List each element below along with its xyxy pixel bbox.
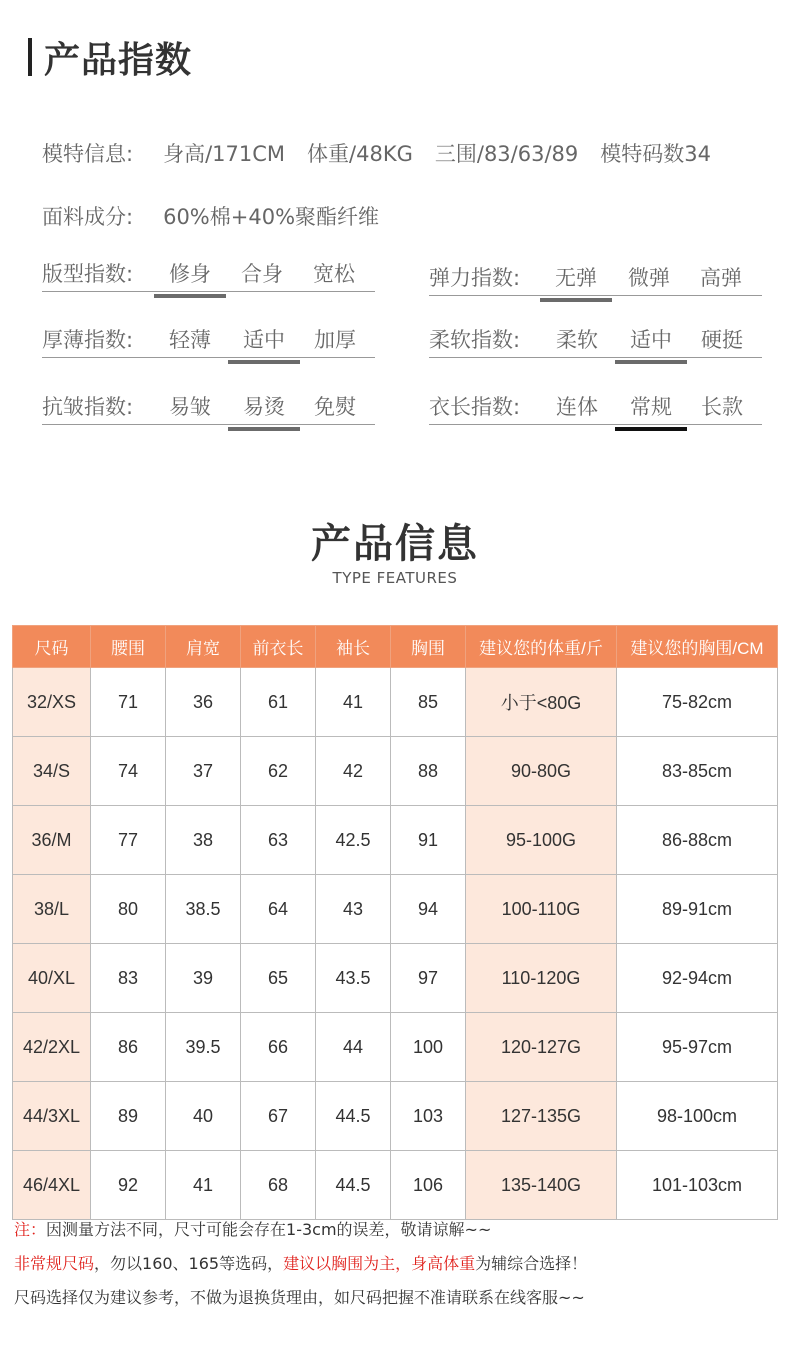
- table-cell: 39: [166, 944, 241, 1013]
- table-cell: 小于<80G: [466, 668, 617, 737]
- table-cell: 44.5: [316, 1082, 391, 1151]
- table-cell: 98-100cm: [617, 1082, 778, 1151]
- fabric-line: [42, 201, 401, 231]
- table-cell: 101-103cm: [617, 1151, 778, 1220]
- index-option-selected: 易烫: [228, 391, 300, 421]
- index-label: 衣长指数:: [429, 395, 521, 419]
- table-cell: 67: [241, 1082, 316, 1151]
- table-cell: 40/XL: [13, 944, 91, 1013]
- index-underline: [42, 357, 375, 358]
- table-cell: 61: [241, 668, 316, 737]
- index-option: 宽松: [313, 262, 355, 286]
- table-cell: 38/L: [13, 875, 91, 944]
- model-height: 身高/171CM: [163, 142, 286, 166]
- table-cell: 94: [391, 875, 466, 944]
- table-cell: 68: [241, 1151, 316, 1220]
- table-cell: 127-135G: [466, 1082, 617, 1151]
- index-option: 长款: [701, 395, 743, 419]
- col-header-size: 尺码: [13, 626, 91, 668]
- index-elastic: [429, 262, 762, 296]
- table-cell: 42: [316, 737, 391, 806]
- table-cell: 43: [316, 875, 391, 944]
- section-subtitle: TYPE FEATURES: [332, 569, 458, 587]
- table-cell: 85: [391, 668, 466, 737]
- table-cell: 39.5: [166, 1013, 241, 1082]
- index-option: 硬挺: [701, 328, 743, 352]
- note-text: 为辅综合选择！: [475, 1254, 588, 1273]
- table-cell: 34/S: [13, 737, 91, 806]
- table-cell: 120-127G: [466, 1013, 617, 1082]
- table-cell: 83: [91, 944, 166, 1013]
- table-cell: 42/2XL: [13, 1013, 91, 1082]
- size-table: [12, 625, 778, 1220]
- table-cell: 103: [391, 1082, 466, 1151]
- col-header-suggested-bust: 建议您的胸围/CM: [617, 626, 778, 668]
- table-cell: 43.5: [316, 944, 391, 1013]
- table-cell: 44.5: [316, 1151, 391, 1220]
- index-underline: [429, 295, 762, 296]
- index-underline: [429, 357, 762, 358]
- index-label: 版型指数:: [42, 262, 134, 286]
- table-cell: 100: [391, 1013, 466, 1082]
- index-option-selected: 常规: [615, 391, 687, 421]
- table-cell: 106: [391, 1151, 466, 1220]
- table-cell: 44: [316, 1013, 391, 1082]
- note-highlight: 建议以胸围为主，身高体重: [283, 1254, 476, 1273]
- table-cell: 86: [91, 1013, 166, 1082]
- index-option-selected: 修身: [154, 258, 226, 288]
- table-cell: 63: [241, 806, 316, 875]
- table-cell: 89-91cm: [617, 875, 778, 944]
- index-label: 弹力指数:: [429, 266, 521, 290]
- table-row: [13, 875, 778, 944]
- fabric-value: 60%棉+40%聚酯纤维: [163, 205, 380, 229]
- index-softness: [429, 324, 762, 358]
- table-cell: 71: [91, 668, 166, 737]
- col-header-waist: 腰围: [91, 626, 166, 668]
- table-cell: 66: [241, 1013, 316, 1082]
- index-length: [429, 391, 762, 425]
- table-cell: 89: [91, 1082, 166, 1151]
- table-cell: 64: [241, 875, 316, 944]
- fabric-label: 面料成分:: [42, 205, 134, 229]
- table-cell: 42.5: [316, 806, 391, 875]
- table-cell: 36: [166, 668, 241, 737]
- index-option-selected: 适中: [228, 324, 300, 354]
- table-row: [13, 668, 778, 737]
- table-cell: 32/XS: [13, 668, 91, 737]
- index-option: 免熨: [314, 395, 356, 419]
- header-accent-bar: [28, 38, 32, 76]
- table-cell: 37: [166, 737, 241, 806]
- table-cell: 38.5: [166, 875, 241, 944]
- index-wrinkle: [42, 391, 375, 425]
- model-weight: 体重/48KG: [307, 142, 413, 166]
- table-row: [13, 1013, 778, 1082]
- table-row: [13, 806, 778, 875]
- note-highlight: 非常规尺码: [14, 1254, 95, 1273]
- table-cell: 40: [166, 1082, 241, 1151]
- table-cell: 110-120G: [466, 944, 617, 1013]
- table-header-row: [13, 626, 778, 668]
- index-option-selected: 适中: [615, 324, 687, 354]
- table-cell: 38: [166, 806, 241, 875]
- model-size: 模特码数34: [600, 142, 711, 166]
- table-row: [13, 1082, 778, 1151]
- col-header-sleeve: 袖长: [316, 626, 391, 668]
- col-header-suggested-weight: 建议您的体重/斤: [466, 626, 617, 668]
- table-cell: 86-88cm: [617, 806, 778, 875]
- index-fit: [42, 258, 375, 292]
- table-row: [13, 944, 778, 1013]
- table-cell: 74: [91, 737, 166, 806]
- index-label: 厚薄指数:: [42, 328, 134, 352]
- index-option: 微弹: [628, 266, 670, 290]
- index-option: 加厚: [314, 328, 356, 352]
- table-cell: 95-97cm: [617, 1013, 778, 1082]
- table-cell: 65: [241, 944, 316, 1013]
- section-title-product-info: 产品信息: [311, 521, 479, 567]
- model-info-line: [42, 138, 733, 168]
- index-option: 轻薄: [169, 328, 211, 352]
- section-title-product-index: 产品指数: [44, 40, 193, 81]
- index-label: 抗皱指数:: [42, 395, 134, 419]
- table-cell: 92: [91, 1151, 166, 1220]
- index-option: 柔软: [556, 328, 598, 352]
- table-cell: 41: [316, 668, 391, 737]
- note-reference-only: [14, 1285, 585, 1308]
- table-cell: 44/3XL: [13, 1082, 91, 1151]
- index-underline: [42, 291, 375, 292]
- table-cell: 100-110G: [466, 875, 617, 944]
- table-cell: 135-140G: [466, 1151, 617, 1220]
- index-label: 柔软指数:: [429, 328, 521, 352]
- table-cell: 97: [391, 944, 466, 1013]
- index-option: 高弹: [700, 266, 742, 290]
- index-option-selected: 无弹: [540, 262, 612, 292]
- index-option: 易皱: [169, 395, 211, 419]
- table-cell: 92-94cm: [617, 944, 778, 1013]
- table-cell: 88: [391, 737, 466, 806]
- table-cell: 41: [166, 1151, 241, 1220]
- index-thickness: [42, 324, 375, 358]
- index-underline: [429, 424, 762, 425]
- model-measurements: 三围/83/63/89: [434, 142, 579, 166]
- table-cell: 95-100G: [466, 806, 617, 875]
- table-cell: 36/M: [13, 806, 91, 875]
- note-text: 因测量方法不同，尺寸可能会存在1-3cm的误差，敬请谅解~~: [46, 1220, 492, 1239]
- table-cell: 91: [391, 806, 466, 875]
- table-cell: 75-82cm: [617, 668, 778, 737]
- model-info-label: 模特信息:: [42, 142, 134, 166]
- col-header-shoulder: 肩宽: [166, 626, 241, 668]
- note-prefix: 注：: [14, 1220, 47, 1239]
- note-text: ，勿以160、165等选码，: [94, 1254, 284, 1273]
- note-measurement-error: [14, 1217, 491, 1240]
- table-cell: 46/4XL: [13, 1151, 91, 1220]
- note-size-selection: [14, 1251, 587, 1274]
- table-row: [13, 737, 778, 806]
- col-header-front-length: 前衣长: [241, 626, 316, 668]
- index-underline: [42, 424, 375, 425]
- table-cell: 83-85cm: [617, 737, 778, 806]
- index-option: 连体: [556, 395, 598, 419]
- table-cell: 80: [91, 875, 166, 944]
- table-cell: 62: [241, 737, 316, 806]
- table-row: [13, 1151, 778, 1220]
- table-cell: 77: [91, 806, 166, 875]
- index-option: 合身: [241, 262, 283, 286]
- note-text: 尺码选择仅为建议参考，不做为退换货理由，如尺码把握不准请联系在线客服~~: [14, 1288, 585, 1307]
- table-cell: 90-80G: [466, 737, 617, 806]
- col-header-bust: 胸围: [391, 626, 466, 668]
